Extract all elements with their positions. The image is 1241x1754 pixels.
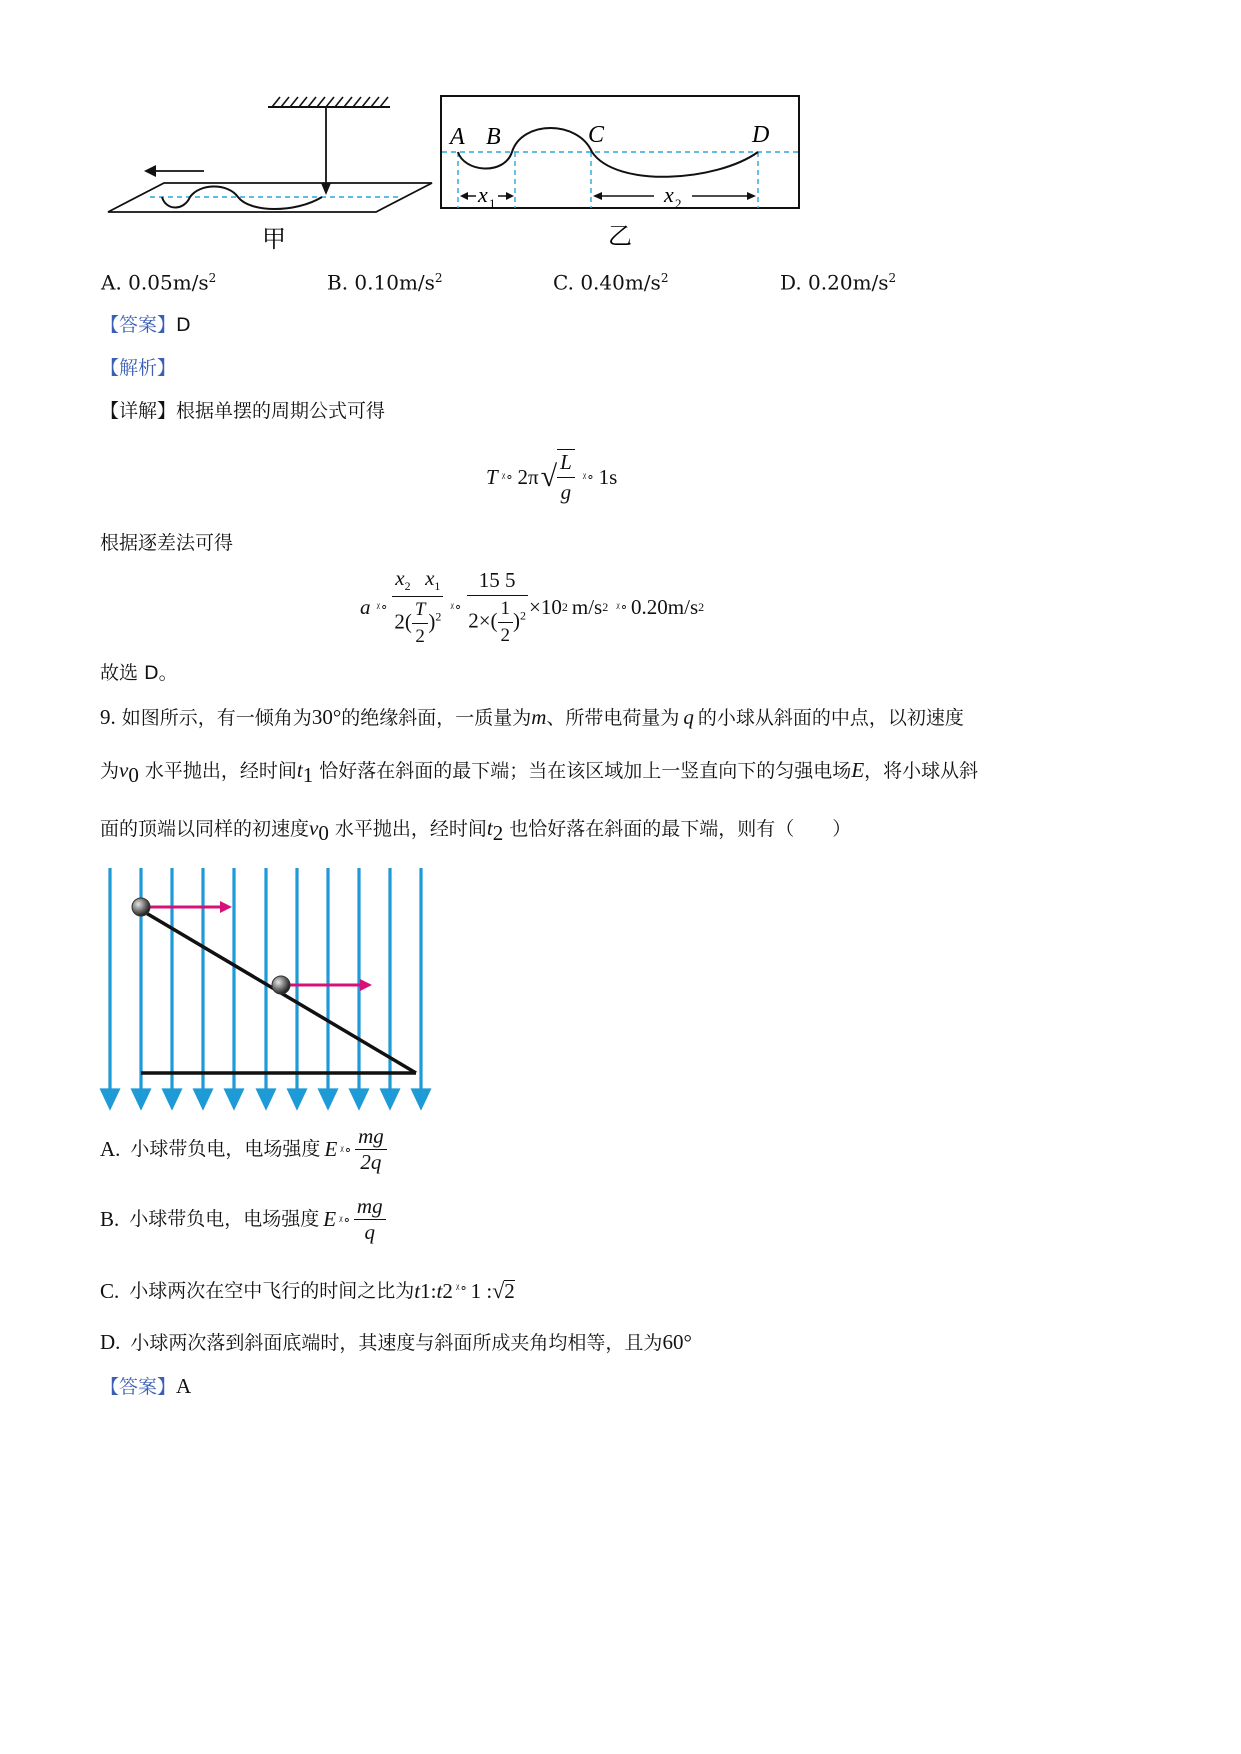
ratio-colon: : [430,1278,437,1303]
formula-symbol: a [360,594,371,619]
q9-charge: q [683,705,694,729]
option-symbol: t [414,1278,421,1303]
den-post: ) [513,607,521,632]
point-d-label: D [752,122,770,148]
den-pre: 2×( [468,607,498,632]
option-fraction [354,1193,386,1244]
fraction-1-numerator [392,566,443,597]
option-symbol: E [323,1206,337,1231]
q8-option-a [101,272,216,293]
inner-num: T [412,599,429,624]
formula-operator: ᵡ∘ [376,599,389,614]
inner-den: 2 [415,626,425,648]
option-letter: A. [101,270,122,295]
fraction-denominator: g [560,480,572,504]
option-value: 0.40m/s [580,270,661,295]
option-exp: 2 [888,271,897,285]
option-text: 小球带负电，电场强度 [130,1137,321,1160]
fraction-2-numerator: 15 5 [467,568,528,596]
q9-option-c [100,1280,515,1302]
option-letter: B. [327,270,349,295]
q9-text: 水平抛出，经时间 [334,818,487,840]
formula-operator: ᵡ∘ [616,599,629,614]
formula-unit: m/s [571,594,603,619]
fraction-numerator: mg [355,1126,387,1150]
figure-caption-jia: 甲 [262,225,286,253]
option-letter: C. [100,1278,120,1303]
detail-text: 根据单摆的周期公式可得 [176,400,386,422]
q9-text: 恰好落在斜面的最下端；当在该区域加上一竖直向下的匀强电场 [319,760,852,782]
option-letter: D. [100,1330,121,1354]
formula-unit-exp: 2 [602,599,609,614]
sqrt-fraction [557,449,575,505]
formula-result: 1s [598,464,618,489]
q9-text: 为 [100,760,120,782]
formula-operator: ᵡ∘ [501,469,514,484]
sqrt-sign: √ [540,460,558,493]
x1-subscript: 1 [489,196,496,211]
sub: 0 [318,820,329,845]
formula-operator: ᵡ∘ [450,599,463,614]
fraction-denominator: 2q [360,1149,382,1174]
q9-line-1 [100,707,964,728]
figure-pendulum-jia [100,85,440,255]
formula-result: 0.20m/s [631,594,699,619]
sqrt-sign: √ [492,1278,505,1303]
formula-operator: ᵡ∘ [339,1211,351,1227]
den-exp: 2 [520,607,527,622]
option-letter: C. [553,270,574,295]
answer-value: D [176,314,191,336]
formula-period [486,447,617,507]
q9-text: 水平抛出，经时间 [144,760,297,782]
q9-velocity: v [309,816,319,840]
sqrt-radicand: 2 [504,1279,515,1303]
answer-tag: 【答案】 [100,314,177,336]
q8-conclusion: 故选 D。 [100,662,178,684]
inner-num: 1 [498,598,514,623]
fraction-1-denominator [391,597,444,648]
formula-exp: 2 [561,599,568,614]
fraction-denominator: q [364,1219,375,1244]
fraction-2-denominator [465,596,529,647]
x2: x [395,565,405,590]
sub: 1 [302,762,314,787]
answer-tag: 【答案】 [100,1376,177,1398]
formula-operator: ᵡ∘ [455,1279,468,1295]
figure-caption-yi: 乙 [608,222,632,250]
sub: 1 [420,1278,431,1303]
formula-acceleration [360,562,704,652]
q9-line-2 [100,760,978,786]
point-c-label: C [588,122,605,148]
q9-mass: m [531,705,547,729]
formula-coefficient: 2π [517,464,539,489]
q9-option-d [100,1332,692,1353]
q9-option-a [100,1123,387,1174]
answer-value: A [176,1374,192,1398]
option-letter: B. [100,1206,120,1231]
option-text: 小球带负电，电场强度 [129,1207,320,1230]
x2-label: x [664,182,674,207]
option-exp: 2 [434,271,443,285]
q9-field: E [851,758,865,782]
formula-times: ×10 [529,594,562,619]
option-value: 0.20m/s [808,270,889,295]
x2-subscript: 2 [675,196,682,211]
option-letter: D. [780,270,802,295]
q9-line-3 [100,818,851,844]
option-value: 0.05m/s [128,270,209,295]
formula-symbol: T [486,464,498,489]
den-exp: 2 [435,609,442,624]
sub: 2 [492,820,504,845]
detail-tag: 【详解】 [100,400,177,422]
q9-angle: 30° [311,705,342,729]
inner-fraction [412,599,429,648]
q9-text: ，将小球从斜 [864,760,979,782]
inner-fraction [498,598,514,647]
minus-glyph [416,572,420,589]
point-b-label: B [486,124,501,150]
formula-operator: ᵡ∘ [582,469,595,484]
q8-option-d [780,272,896,293]
inner-den: 2 [500,624,511,646]
x1: x [425,565,435,590]
fraction-numerator: mg [354,1196,386,1220]
q9-time: t [486,816,493,840]
option-symbol: t [436,1278,443,1303]
option-fraction [355,1123,387,1174]
q8-text-method: 根据逐差法可得 [100,532,234,554]
q9-text: 也恰好落在斜面的最下端，则有（ ） [509,818,852,840]
q8-analysis [100,359,176,378]
sub: 1 [434,579,441,594]
sub: 0 [128,762,139,787]
figure-incline-field [98,864,438,1112]
q8-answer [100,316,191,335]
q9-text: 、所带电荷量为 [546,707,680,729]
fraction-2 [465,568,529,647]
den-post: ) [428,609,436,634]
sub: 2 [404,579,411,594]
option-text: 小球两次在空中飞行的时间之比为 [129,1279,415,1302]
sub: 2 [442,1278,453,1303]
q9-option-b [100,1193,386,1244]
option-exp: 2 [208,271,217,285]
option-letter: A. [100,1136,121,1161]
figure-trace-yi [440,92,810,252]
option-text: 小球两次落到斜面底端时，其速度与斜面所成夹角均相等，且为 [130,1332,663,1354]
option-symbol: E [324,1136,338,1161]
ratio-value: 1 : [470,1278,493,1303]
option-value: 0.10m/s [354,270,435,295]
fraction-1 [391,566,444,648]
den-pre: 2( [394,609,412,634]
option-angle: 60° [662,1330,692,1354]
q9-text: 如图所示，有一倾角为 [121,707,312,729]
q8-detail [100,402,385,421]
point-a-label: A [450,124,465,150]
formula-result-exp: 2 [698,599,705,614]
analysis-tag: 【解析】 [100,357,177,379]
x1-label: x [478,182,488,207]
q9-answer [100,1376,191,1397]
q8-option-c [553,272,668,293]
question-number: 9. [100,705,116,729]
option-exp: 2 [660,271,669,285]
formula-operator: ᵡ∘ [340,1141,353,1157]
q9-text: 的小球从斜面的中点，以初速度 [697,707,964,729]
q9-text: 的绝缘斜面，一质量为 [341,707,532,729]
q8-option-b [327,272,443,293]
q9-velocity: v [119,758,129,782]
fraction-numerator: L [557,450,575,478]
q9-time: t [296,758,303,782]
q9-text: 面的顶端以同样的初速度 [100,818,310,840]
